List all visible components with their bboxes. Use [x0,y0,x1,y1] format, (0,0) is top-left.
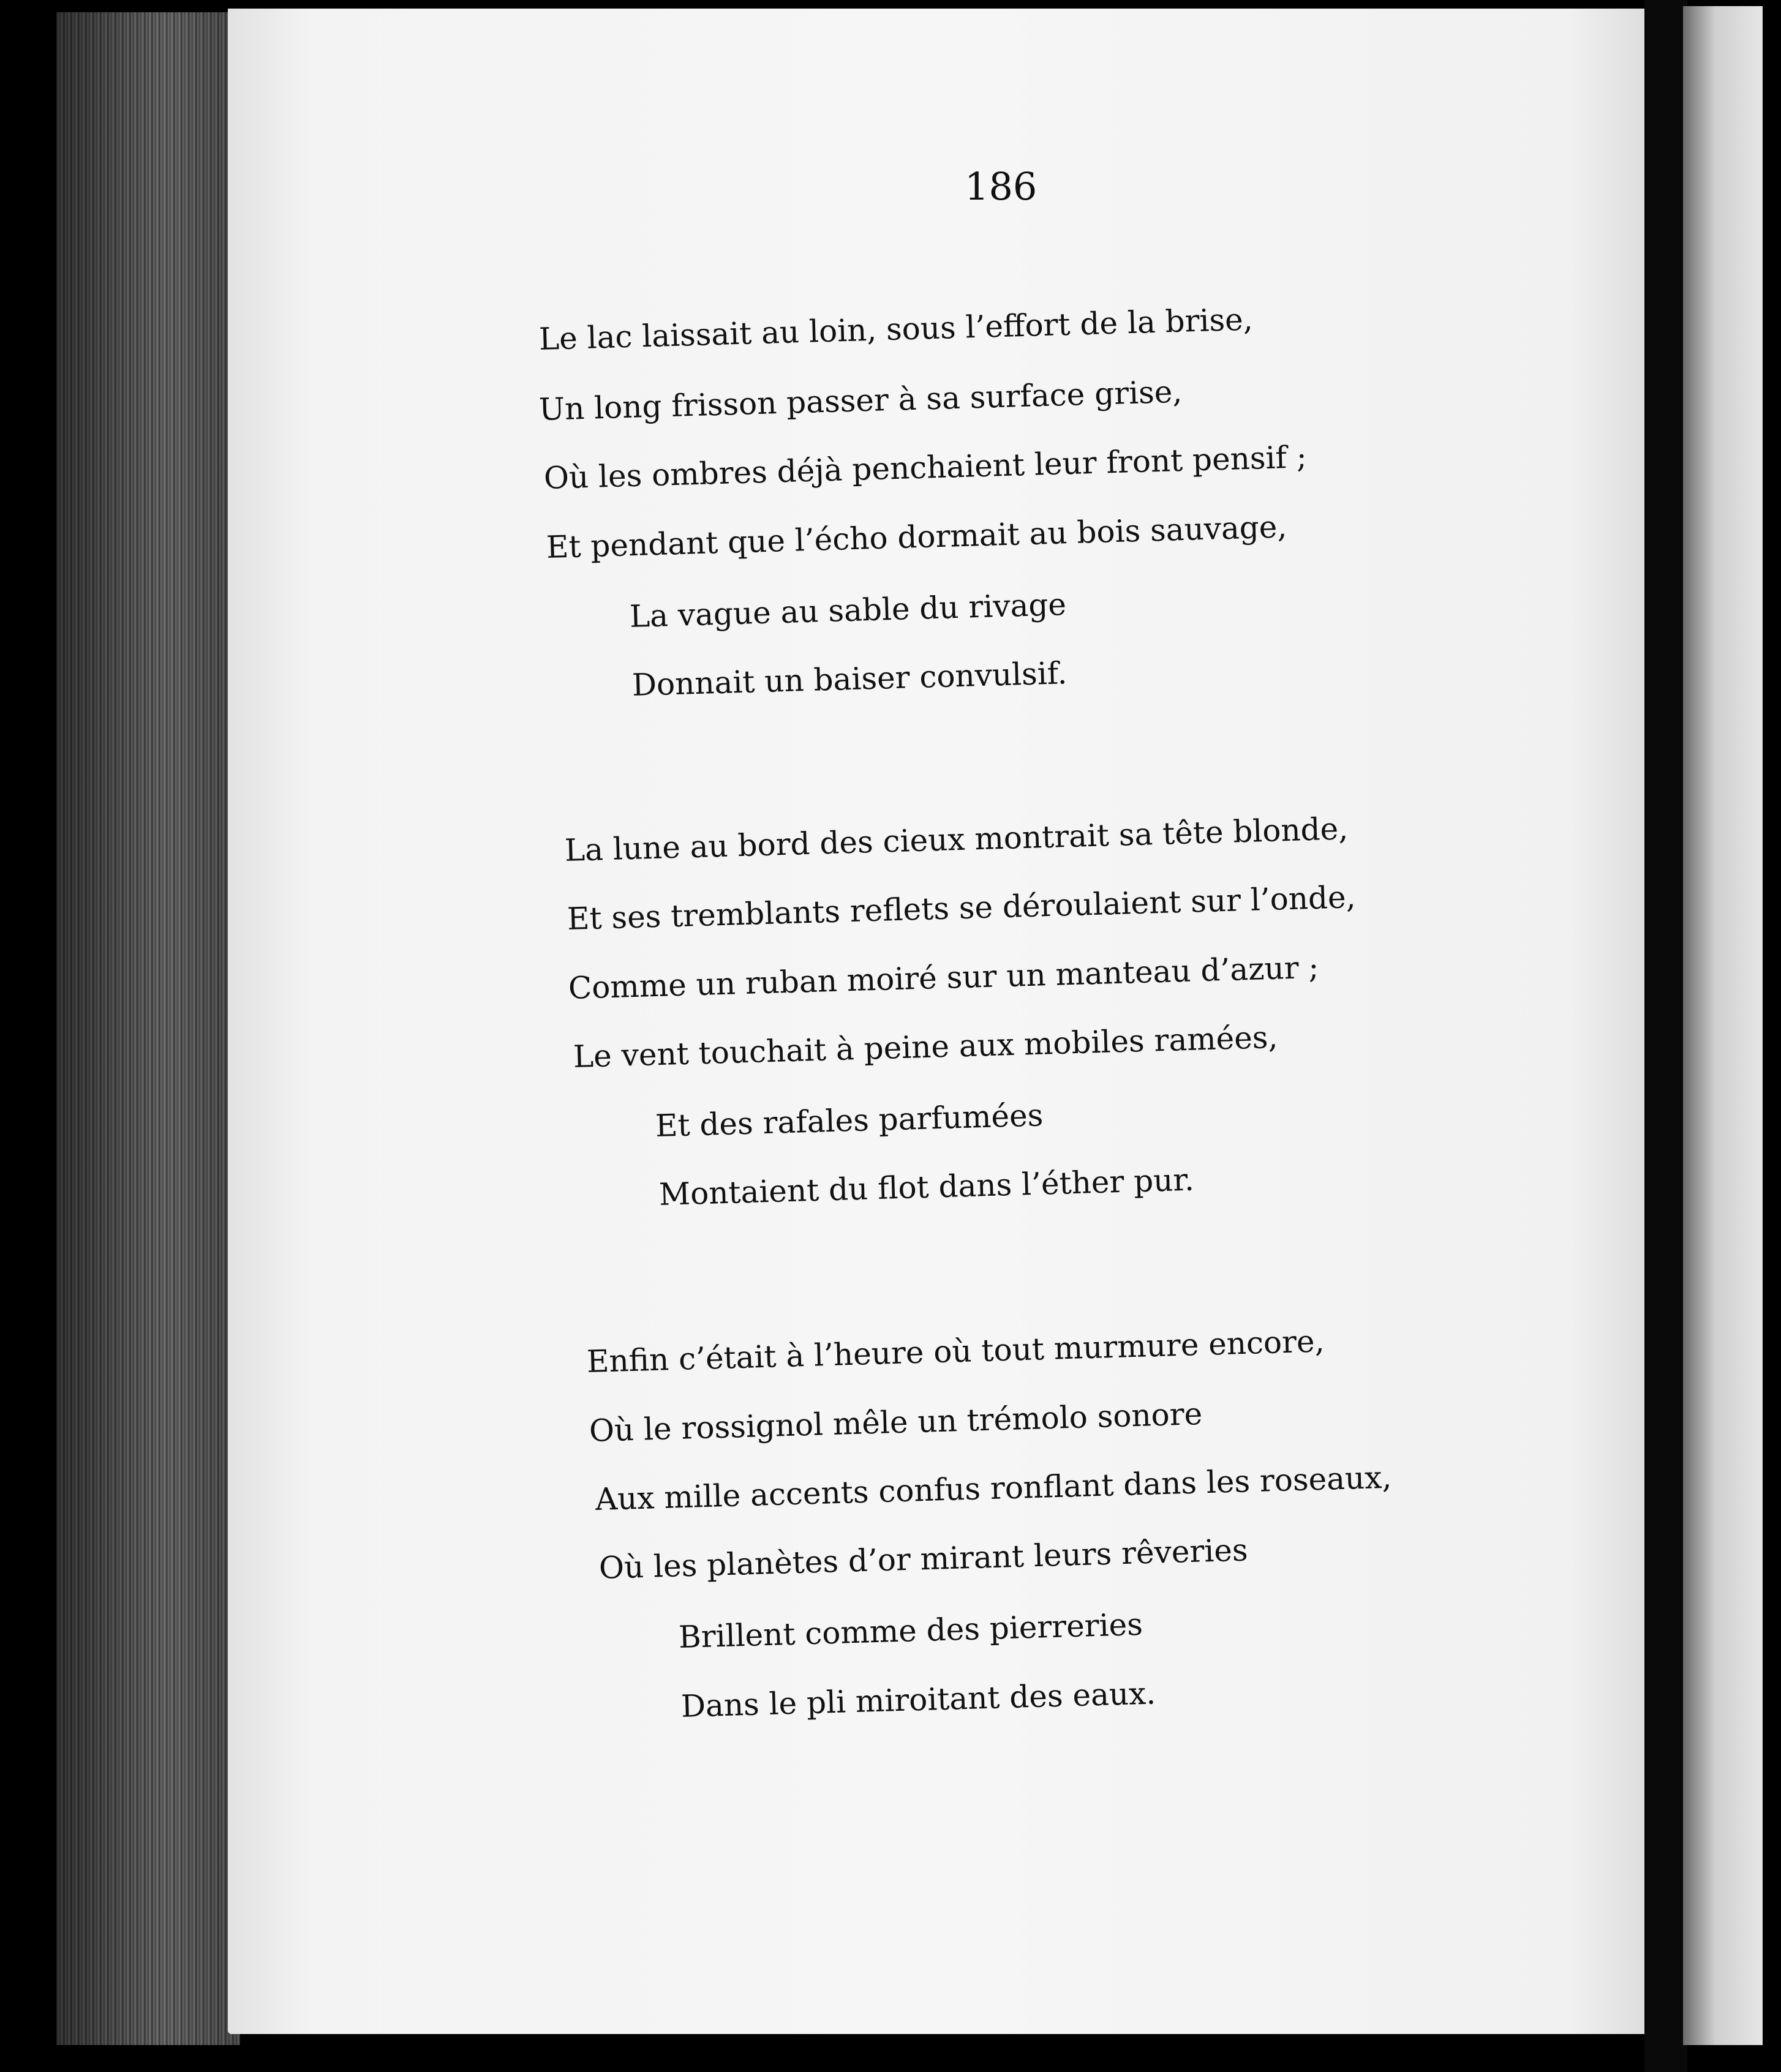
page-number: 186 [965,164,1037,209]
poem-line: La lune au bord des cieux montrait sa tête blonde, [564,811,1349,868]
poem-line: Un long frisson passer à sa surface grise, [538,373,1183,427]
poem-line: Dans le pli miroitant des eaux. [680,1675,1156,1724]
poem-line: Brillent comme des pierreries [678,1606,1143,1655]
poem-line: Donnait un baiser convulsif. [631,655,1068,703]
poem-line: Le vent touchait à peine aux mobiles ramées, [573,1019,1279,1075]
poem-line: Et ses tremblants reflets se déroulaient sur l’onde, [567,879,1357,937]
poem-line: La vague au sable du rivage [629,587,1067,634]
poem-line: Et pendant que l’écho dormait au bois sauvage, [546,509,1287,565]
poem-line: Le lac laissait au loin, sous l’effort de la brise, [538,301,1254,357]
poem-line: Aux mille accents confus ronflant dans les roseaux, [595,1459,1393,1517]
poem-line: Où le rossignol mêle un trémolo sonore [589,1396,1203,1449]
binding-gutter [1644,0,1687,2072]
poem-line: Comme un ruban moiré sur un manteau d’azur ; [568,949,1320,1006]
poem-line: Enfin c’était à l’heure où tout murmure encore, [586,1323,1325,1379]
poem-line: Montaient du flot dans l’éther pur. [658,1162,1195,1212]
facing-page-edge [1683,6,1763,2045]
poem-line: Où les ombres déjà penchaient leur front pensif ; [543,439,1308,496]
poem-line: Où les planètes d’or mirant leurs rêveries [598,1532,1249,1586]
page-edges-shadow [56,12,240,2045]
poem-line: Et des rafales parfumées [655,1097,1044,1144]
